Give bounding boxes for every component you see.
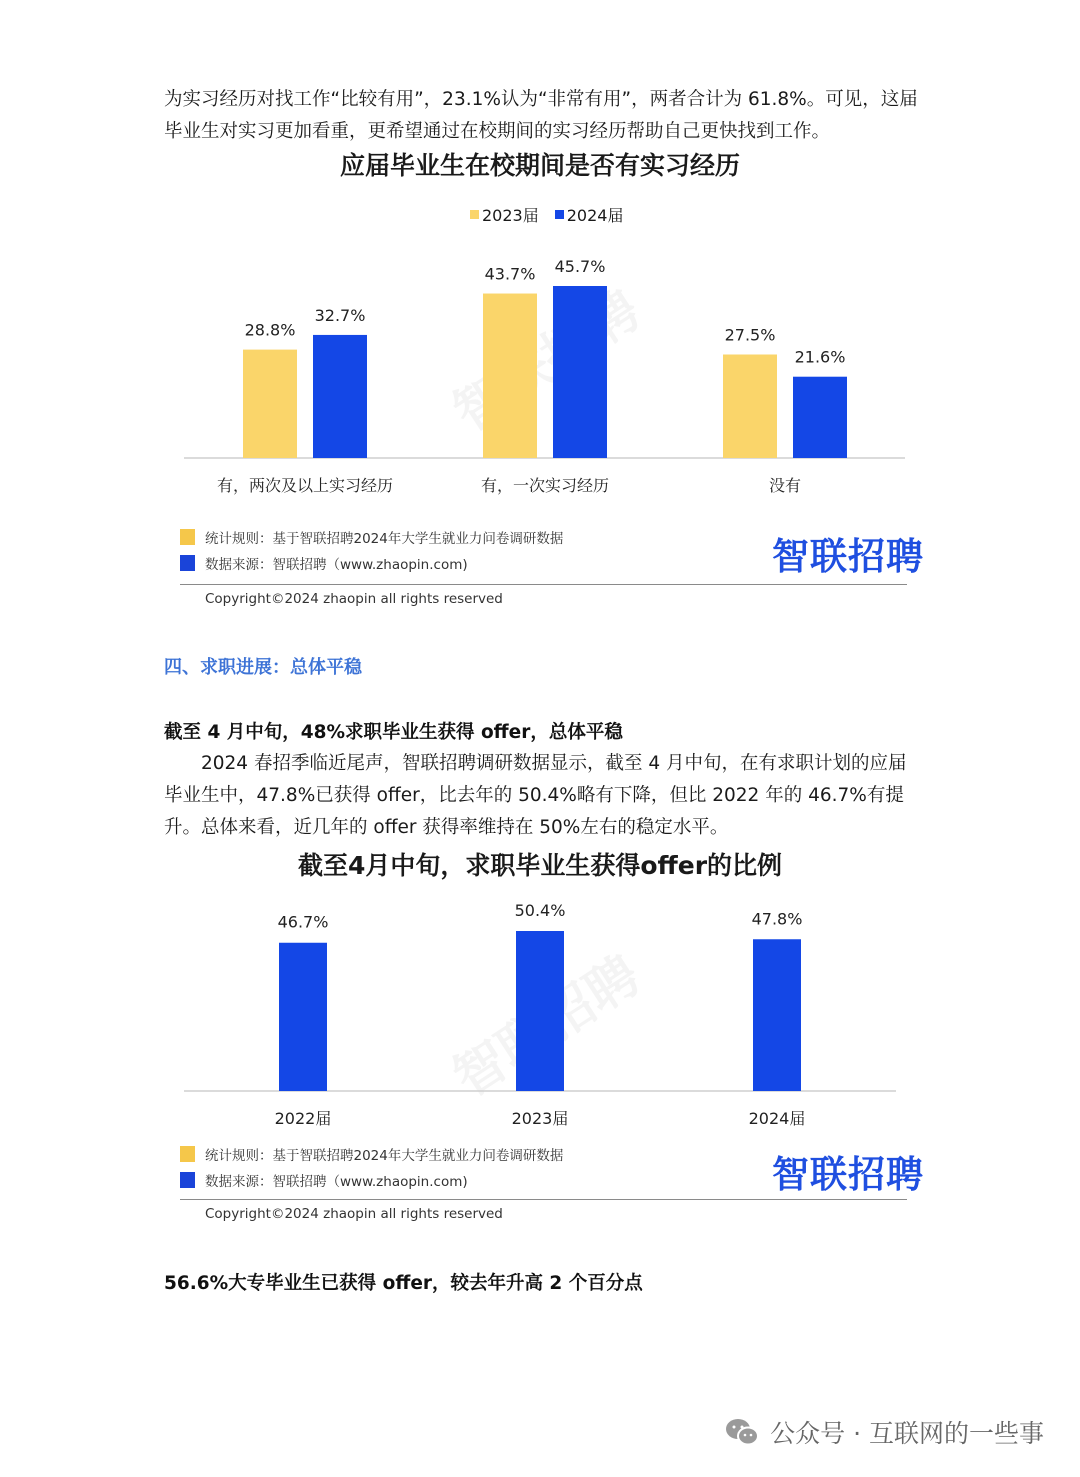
chart2-brand-logo: 智联招聘 <box>772 1153 924 1196</box>
chart1-data-label: 28.8% <box>244 320 296 340</box>
chart2-category-label: 2022届 <box>274 1109 332 1128</box>
chart1-data-label: 21.6% <box>794 347 846 367</box>
note-blue-square <box>180 1172 195 1188</box>
note-yellow-square <box>180 1146 195 1162</box>
chart2-bar <box>753 939 801 1091</box>
intro-paragraph: 为实习经历对找工作“比较有用”，23.1%认为“非常有用”，两者合计为 61.8%。可见，这届毕业生对实习更加看重，更希望通过在校期间的实习经历帮助自己更快找到工作。 <box>164 89 918 142</box>
chart2-note-rule-row <box>180 1141 563 1167</box>
chart1-category-label: 没有 <box>768 476 802 495</box>
chart1-copyright: Copyright©2024 zhaopin all rights reserved <box>205 591 503 607</box>
wechat-account-label <box>724 1414 1044 1450</box>
chart1-data-label: 32.7% <box>314 305 366 325</box>
chart1-note-source: 数据来源：智联招聘（www.zhaopin.com) <box>205 557 468 573</box>
chart2-data-label: 46.7% <box>277 912 329 932</box>
chart1-title: 应届毕业生在校期间是否有实习经历 <box>339 151 740 180</box>
chart1-brand-logo: 智联招聘 <box>772 535 924 578</box>
chart2-note-source-row <box>180 1167 563 1193</box>
chart1-watermark: 智联招聘 <box>443 280 651 444</box>
chart2-notes <box>180 1141 563 1193</box>
subheading-college: 56.6%大专毕业生已获得 offer，较去年升高 2 个百分点 <box>164 1273 643 1294</box>
chart1-data-label: 43.7% <box>484 264 536 284</box>
chart2-bar <box>516 931 564 1091</box>
chart2-divider <box>180 1199 907 1200</box>
chart1-note-rule: 统计规则：基于智联招聘2024年大学生就业力问卷调研数据 <box>205 531 564 547</box>
chart1-category-label: 有，一次实习经历 <box>480 476 610 495</box>
chart2-category-label: 2024届 <box>748 1109 806 1128</box>
subheading-offer: 截至 4 月中旬，48%求职毕业生获得 offer，总体平稳 <box>164 722 623 743</box>
chart2-note-rule: 统计规则：基于智联招聘2024年大学生就业力问卷调研数据 <box>205 1148 564 1164</box>
chart2-copyright: Copyright©2024 zhaopin all rights reserved <box>205 1206 503 1222</box>
legend-label-2024: 2024届 <box>566 206 624 225</box>
chart2-title: 截至4月中旬，求职毕业生获得offer的比例 <box>297 851 783 880</box>
legend-label-2023: 2023届 <box>482 206 539 225</box>
section-heading: 四、求职进展：总体平稳 <box>164 657 362 678</box>
chart2-note-source: 数据来源：智联招聘（www.zhaopin.com) <box>205 1174 468 1190</box>
body-paragraph: 2024 春招季临近尾声，智联招聘调研数据显示，截至 4 月中旬，在有求职计划的应届毕业生中，47.8%已获得 offer，比去年的 50.4%略有下降，但比 2022 年的 46.7%有提升。总体来看，近几年的 offer 获得率维持在 50%左右的稳定水平。 <box>164 753 907 838</box>
chart2-category-label: 2023届 <box>511 1109 569 1128</box>
chart2-data-label: 50.4% <box>514 901 566 920</box>
chart1-category-label: 有，两次及以上实习经历 <box>216 476 394 495</box>
wechat-label: 公众号 · 互联网的一些事 <box>770 1419 1044 1448</box>
chart1-data-label: 45.7% <box>554 257 606 276</box>
chart2-data-label: 47.8% <box>751 909 803 929</box>
wechat-icon <box>724 1417 760 1447</box>
chart1-data-label: 27.5% <box>724 325 776 345</box>
chart2-bar <box>279 943 327 1091</box>
